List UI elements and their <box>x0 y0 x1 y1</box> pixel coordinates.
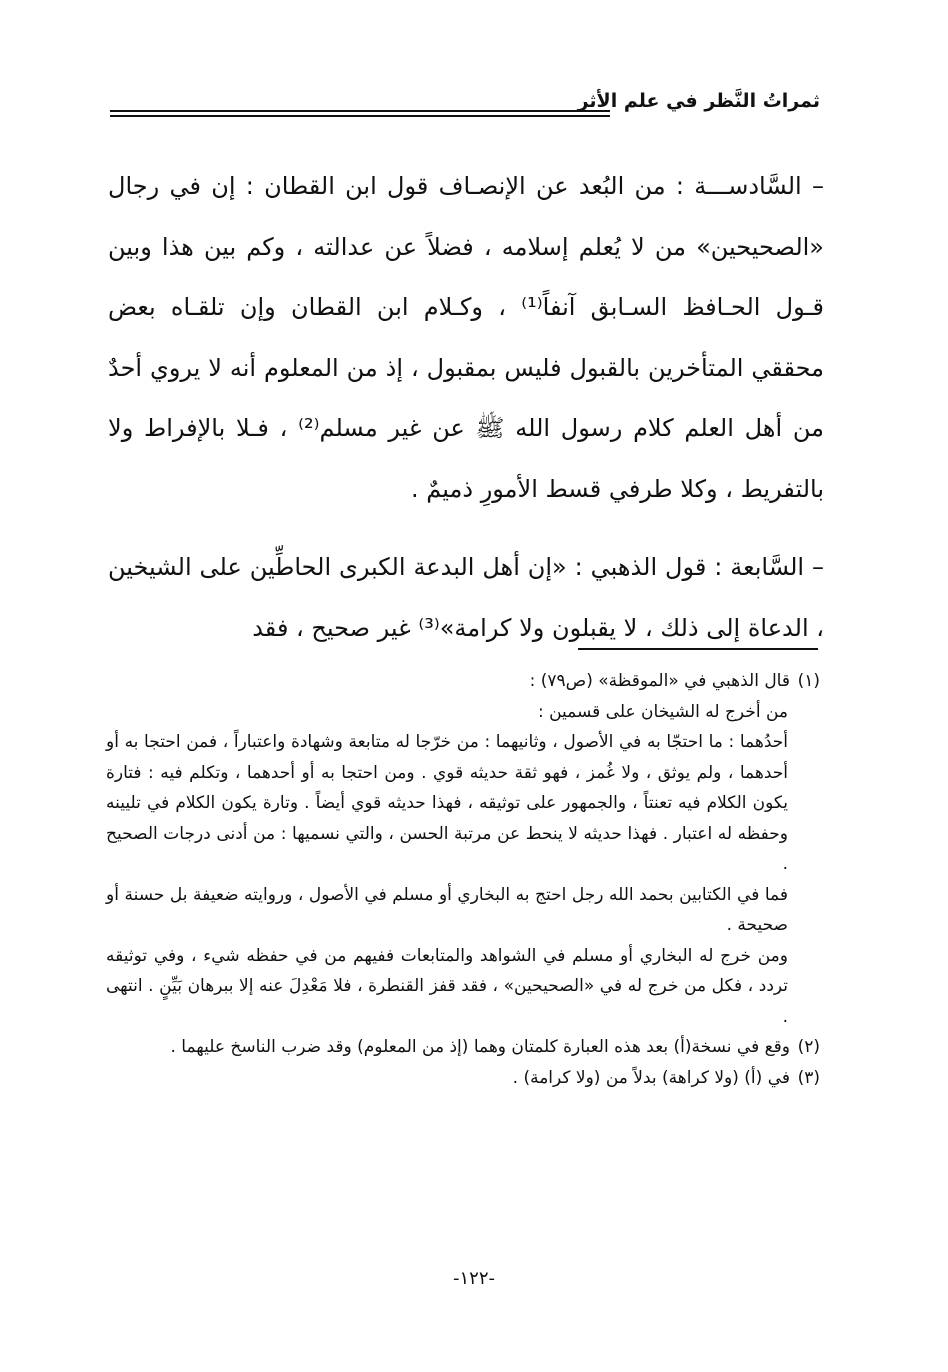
paragraph-seventh: – السَّابعة : قول الذهبي : «إن أهل البدعة الكبرى الحاطِّين على الشيخين ، الدعاة إلى ذلك ، لا يقبلون ولا كرامة»⁽³⁾ غير صحيح ، فقد <box>108 553 824 642</box>
quote-paragraph: ومن خرج له البخاري أو مسلم في الشواهد والمتابعات ففيهم من في حفظه شيء ، وفي توثيقه تردد ، فكل من خرج له في «الصحيحين» ، فقد قفز القنطرة ، فلا مَعْدِلَ عنه إلا ببرهان بَيِّنٍ . انتهى . <box>106 945 788 1027</box>
quote-paragraph: أحدُهما : ما احتجّا به في الأصول ، وثانيهما : من خرّجا له متابعة وشهادة واعتباراً ، فمن احتجا به أو أحدهما ، ولم يوثق ، ولا غُمز ، فهو ثقة حديثه قوي . ومن احتجا به أو أحدهما ، وتكلم فيه : فتارة يكون الكلام فيه تعنتاً ، والجمهور على توثيقه ، فهذا حديثه قوي أيضاً . وتارة يكون الكلام في تليينه وحفظه له اعتبار . فهذا حديثه لا ينحط عن مرتبة الحسن ، والتي نسميها : من أدنى درجات الصحيح . <box>106 732 788 874</box>
footnote-body <box>106 1032 790 1063</box>
running-header <box>110 88 822 128</box>
header-title: ثمراتُ النَّظر في علم الأثر <box>577 90 820 112</box>
footnote-text: في (أ) (ولا كراهة) بدلاً من (ولا كرامة) . <box>512 1067 790 1088</box>
footnote-3 <box>106 1063 820 1094</box>
footnote-text: وقع في نسخة(أ) بعد هذه العبارة كلمتان وهما (إذ من المعلوم) وقد ضرب الناسخ عليهما . <box>170 1037 790 1057</box>
footnote-body <box>106 1063 790 1094</box>
paragraph-sixth: – السَّادســـة : من البُعد عن الإنصـاف قول ابن القطان : إن في رجال «الصحيحين» من لا يُعلم إسلامه ، فضلاً عن عدالته ، وكم بين هذا وبين قـول الحـافظ السـابق آنفاً⁽¹⁾ ، وكـلام ابن القطان وإن تلقـاه بعض محققي المتأخرين بالقبول فليس بمقبول ، إذ من المعلوم أنه لا يروي أحدٌ من أهل العلم كلام رسول الله ﷺ عن غير مسلم⁽²⁾ ، فـلا بالإفراط ولا بالتفريط ، وكلا طرفي قسط الأمورِ ذميمٌ . <box>108 172 825 503</box>
footnote-number: (٣) <box>797 1067 820 1088</box>
footnote-number: (٢) <box>797 1037 820 1057</box>
footnote-body <box>106 666 790 697</box>
footnote-1 <box>106 666 820 697</box>
header-double-rule <box>110 110 610 117</box>
footnote-2 <box>106 1032 820 1063</box>
footnotes <box>106 666 820 1093</box>
footnote-number: (١) <box>797 671 820 691</box>
page-number: -١٢٢- <box>452 1268 495 1289</box>
footnote-intro: قال الذهبي في «الموقظة» (ص٧٩) : <box>529 671 790 691</box>
main-text <box>108 156 824 658</box>
quote-paragraph: فما في الكتابين بحمد الله رجل احتج به البخاري أو مسلم في الأصول ، وروايته ضعيفة بل حسنة أو صحيحة . <box>106 884 788 935</box>
quote-paragraph: من أخرج له الشيخان على قسمين : <box>537 701 788 722</box>
footnote-1-quote <box>106 697 820 1033</box>
footnote-separator <box>578 648 818 650</box>
